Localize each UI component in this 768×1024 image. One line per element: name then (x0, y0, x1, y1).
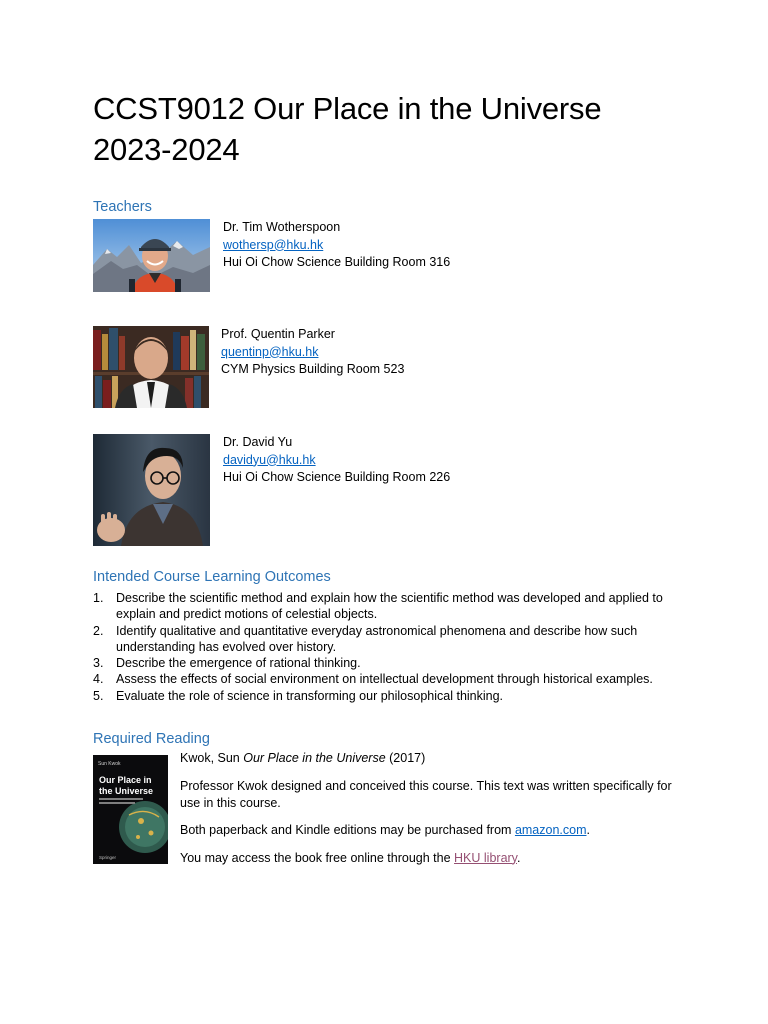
book-cover-publisher: Springer (99, 855, 117, 860)
book-cover-author: Sun Kwok (98, 761, 121, 767)
book-title: Our Place in the Universe (243, 751, 386, 765)
teacher-office: Hui Oi Chow Science Building Room 226 (223, 470, 451, 484)
reading-paragraph-3: You may access the book free online through the HKU library. (180, 850, 521, 865)
book-citation: Kwok, Sun Our Place in the Universe (2017) (180, 751, 426, 765)
teacher-office: CYM Physics Building Room 523 (221, 362, 405, 376)
title-line-2: 2023-2024 (93, 132, 240, 167)
title-line-1: CCST9012 Our Place in the Universe (93, 91, 602, 126)
hku-library-link[interactable]: HKU library (454, 850, 518, 865)
reading-heading: Required Reading (93, 731, 210, 747)
amazon-link[interactable]: amazon.com (514, 823, 587, 837)
teacher-name: Dr. Tim Wotherspoon (223, 220, 341, 234)
teacher-photo-parker (93, 326, 209, 408)
list-item: 5. Evaluate the role of science in transforming our philosophical thinking. (93, 688, 504, 703)
teacher-photo-yu (93, 434, 210, 546)
teacher-info (223, 219, 450, 272)
list-item: 1. Describe the scientific method and explain how the scientific method was developed and applied to explain and predict motions of celestial objects. (93, 591, 663, 622)
teacher-email-link[interactable]: wothersp@hku.hk (223, 237, 324, 252)
teacher-email-link[interactable]: quentinp@hku.hk (221, 344, 319, 359)
teacher-info (221, 326, 404, 379)
teacher-info (223, 434, 450, 487)
reading-paragraph-2: Both paperback and Kindle editions may be purchased from amazon.com. (180, 823, 590, 837)
reading-text (180, 750, 680, 877)
list-item: 3. Describe the emergence of rational thinking. (93, 656, 361, 671)
teacher-photo-wotherspoon (93, 219, 210, 292)
outcomes-heading: Intended Course Learning Outcomes (93, 569, 331, 585)
list-item: 2. Identify qualitative and quantitative everyday astronomical phenomena and describe how such understanding has evolved over history. (93, 623, 638, 654)
teacher-name: Prof. Quentin Parker (221, 327, 335, 341)
reading-paragraph-1: Professor Kwok designed and conceived this course. This text was written specifically for use in this course. (180, 778, 672, 810)
outcomes-list (93, 590, 678, 704)
book-cover-title-1: Our Place in (99, 775, 152, 785)
teacher-email-link[interactable]: davidyu@hku.hk (223, 452, 316, 467)
list-item: 4. Assess the effects of social environment on intellectual development through historical examples. (93, 672, 653, 687)
book-cover-image (93, 755, 168, 864)
teacher-name: Dr. David Yu (223, 435, 293, 449)
book-cover-title-2: the Universe (99, 786, 154, 796)
document-title (93, 88, 693, 170)
teacher-office: Hui Oi Chow Science Building Room 316 (223, 255, 451, 269)
teachers-heading: Teachers (93, 199, 152, 215)
